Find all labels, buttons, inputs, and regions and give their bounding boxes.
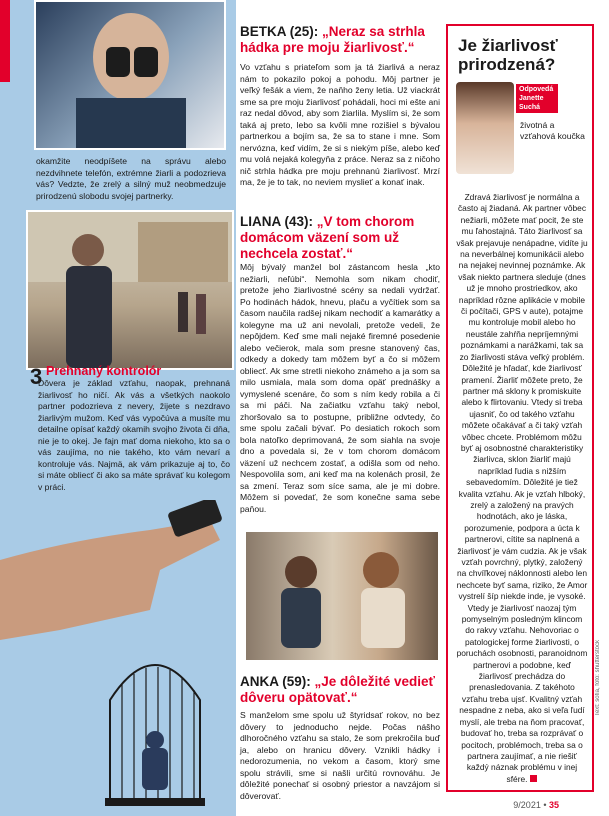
- section-text: Dôvera je základ vzťahu, naopak, prehnaná žiarlivosť ho ničí. Ak vás a všetkých naokolo partner podozrieva z nevery, žijete s nezdravo žiarlivým mužom. Keď vás vypočúva a musíte mu detailne opísať každý okamih svojho života či dňa, nie je to okej. Je fajn mať doma niekoho, kto sa o vás zaujíma, no nie takého, kto vám nevarí a kontroluje vás. Najmä, ak vám prikazuje aj to, čo si máte obliecť či ako sa máte správať ku kolegom v práci.: [38, 378, 230, 492]
- photo-man-street: [26, 210, 234, 370]
- expert-sidebar: [446, 24, 594, 792]
- sidebar-text: [456, 192, 588, 785]
- anka-heading: [240, 674, 440, 706]
- photo-man-binoculars: [34, 0, 226, 150]
- avatar: [456, 82, 514, 174]
- betka-heading: [240, 24, 440, 56]
- responded-badge: Odpovedá Janette Suchá: [516, 84, 558, 113]
- sidebar-title: Je žiarlivosť prirodzená?: [458, 36, 558, 74]
- liana-heading: [240, 214, 440, 262]
- betka-quote: „Neraz sa strhla hádka pre moju žiarlivosť.“: [240, 24, 425, 55]
- red-tab: [0, 0, 10, 82]
- section-number: 3: [30, 364, 43, 389]
- liana-quote: „V tom chorom domácom väzení som už nechcela zostať.“: [240, 214, 415, 261]
- left-intro-text: okamžite neodpíšete na správu alebo nezdvihnete telefón, extrémne žiarli a podozrieva vás? Vedzte, že zrelý a silný muž neobmedzuje prirodzenú slobodu svojej partnerky.: [36, 156, 226, 201]
- liana-name: LIANA (43):: [240, 214, 313, 229]
- hand-with-phone-illustration: [0, 500, 236, 650]
- expert-role: životná a vzťahová koučka: [520, 120, 585, 141]
- betka-text: Vo vzťahu s priateľom som ja tá žiarlivá a neraz nám to pokazilo pokoj a pohodu. Môj partner je veľký fešák a viem, že naňho ženy letia. Už viackrát sme sa pre moju žiarlivosť pohádali, hoci mi ešte ani raz nedal dôvod, aby som žiarlila. Myslím si, že som taká aj preto, lebo sa kvôli mne rozišiel s bývalou partnerkou a bojím sa, že sa to stane i mne. Som nervózna, keď vidím, že si s niekým píše, alebo keď mu volá nejaká kolegyňa z práce. Neraz sa z ničoho nič strhla hádka pre moju prehnanú žiarlivosť. Mrzí ma, že je to tak, no neviem myslieť a konať inak.: [240, 62, 440, 187]
- liana-text: Môj bývalý manžel bol zástancom hesla „kto nežiarli, neľúbi“. Nemohla som nikam chodiť, pretože jeho žiarlivostné scény sa nedali vydržať. Po hodinách hádok, hnevu, plaču a vyčítiek som sa časom naučila radšej nikam nechodiť a kamarátky a kolegyne ma už ani nevolali, pretože vedeli, že nepôjdem. Keď sme mali nejaké firemné posedenie alebo večierok, mala som presne stanovený čas, odkedy a dokedy tam môžem byť a čo si môžem obliecť. Ak sme stretli niekoho známeho a ja som sa milo usmiala, mala som doma opäť prednášky a vymyslené scenáre, čo som s ním kedy robila a či sa mi páči. Na začiatku vzťahu taký nebol, zhoršovalo sa to postupne, približne odvtedy, čo sme spolu začali bývať. Po desiatich rokoch som bola natoľko deprimovaná, že som siahla na svoje dno a povedala si, že v tom chorom domácom väzení už nechcem zostať, a odišla som od neho. Nespovolila som, ani keď ma na kolenách prosil, že sa zmení. Teraz som síce sama, ale je mi dobre. Môžem si povedať, že som konečne sama sebe paňou.: [240, 262, 440, 514]
- anka-quote: „Je dôležité vedieť dôveru opätovať.“: [240, 674, 436, 705]
- sidebar-body: Zdravá žiarlivosť je normálna a často aj žiadaná. Ak partner vôbec nežiarli, môžete mať pocit, že ste mu ľahostajná. Táto žiarlivosť sa však prejavuje nenápadne, vidíte ju na neverbálnej komunikácii alebo na nejakej nevinnej poznámke. Ak však niekto partnera sleduje (dnes už je mnoho prostriedkov, ako napríklad rôzne aplikácie v mobile či počítači, GPS v aute), potajme mu kontroluje mobil alebo ho neustále zahŕňa nepríjemnými poznámkami a narážkami, tak sa zo žiarlivosti stáva veľký problém. Dôležité je hľadať, kde žiarlivosť pramení. Žiarliť môžete preto, že partner má sklony k promiskuite alebo k flirtovaniu. Vtedy si treba ujasniť, čo od takého vzťahu môžete očakávať a či taký vzťah vôbec chcete. Problémom môžu byť aj osobnostné charakteristiky žiarlivca, sklon žiarliť majú napríklad ľudia s nižším sebavedomím. Dôležité je tiež kvalita vzťahu. Ak je vzťah hlboký, zrelý a založený na pravých hodnotách, ako je láska, porozumenie, podpora a úcta k partnerovi, cítite sa naplnená a žiarlivosť je vám cudzia. Ak je však vzťah povrchný, plytký, založený na chvíľkovej náklonnosti alebo len nechcete byť sama, riziko, že Amor vystrelí šíp niekde inde, je vysoké. Vtedy je žiarlivosť naozaj tým pomyselným posledným klincom do rakvy vzťahu. Nehovoriac o patologickej forme žiarlivosti, o poruchách osobnosti, paranoidnom partnerovi a podobne, keď žiarlivosť prechádza do prenasledovania. Z takéhoto vzťahu treba ujsť. Kvalitný vzťah nespadne z neba, ako si veľa ľudí myslí, ale treba na ňom pracovať, budovať ho, treba sa rozprávať o pocitoch, problémoch, treba sa o partnera zaujímať, a nie riešiť každý náznak problému v inej sfére.: [456, 192, 588, 784]
- birdcage-illustration: [100, 640, 210, 810]
- end-mark-icon: [530, 775, 537, 782]
- anka-name: ANKA (59):: [240, 674, 311, 689]
- anka-text: S manželom sme spolu už štyridsať rokov, no bez dôvery to jednoducho nejde. Počas nášho dlhoročného vzťahu sa stalo, že som prekročila buď ja, alebo on hranicu dôvery. Vznikli hádky i nedorozumenia, no vekom a časom, ktorý sme spolu strávili, sme si našli určitú rovnováhu. Je dôležité ponechať si osobný priestor a navzájom si dôverovať.: [240, 710, 440, 801]
- photo-credit: Text: sofia, foto: shutterstock: [595, 640, 601, 717]
- photo-arguing-couple: [244, 530, 440, 662]
- issue-number: 9/2021: [513, 800, 541, 810]
- page-number: 35: [548, 800, 559, 810]
- page-footer: 9/2021 • 35: [513, 800, 559, 810]
- betka-name: BETKA (25):: [240, 24, 319, 39]
- section-title: Prehnaný kontrolór: [46, 364, 162, 378]
